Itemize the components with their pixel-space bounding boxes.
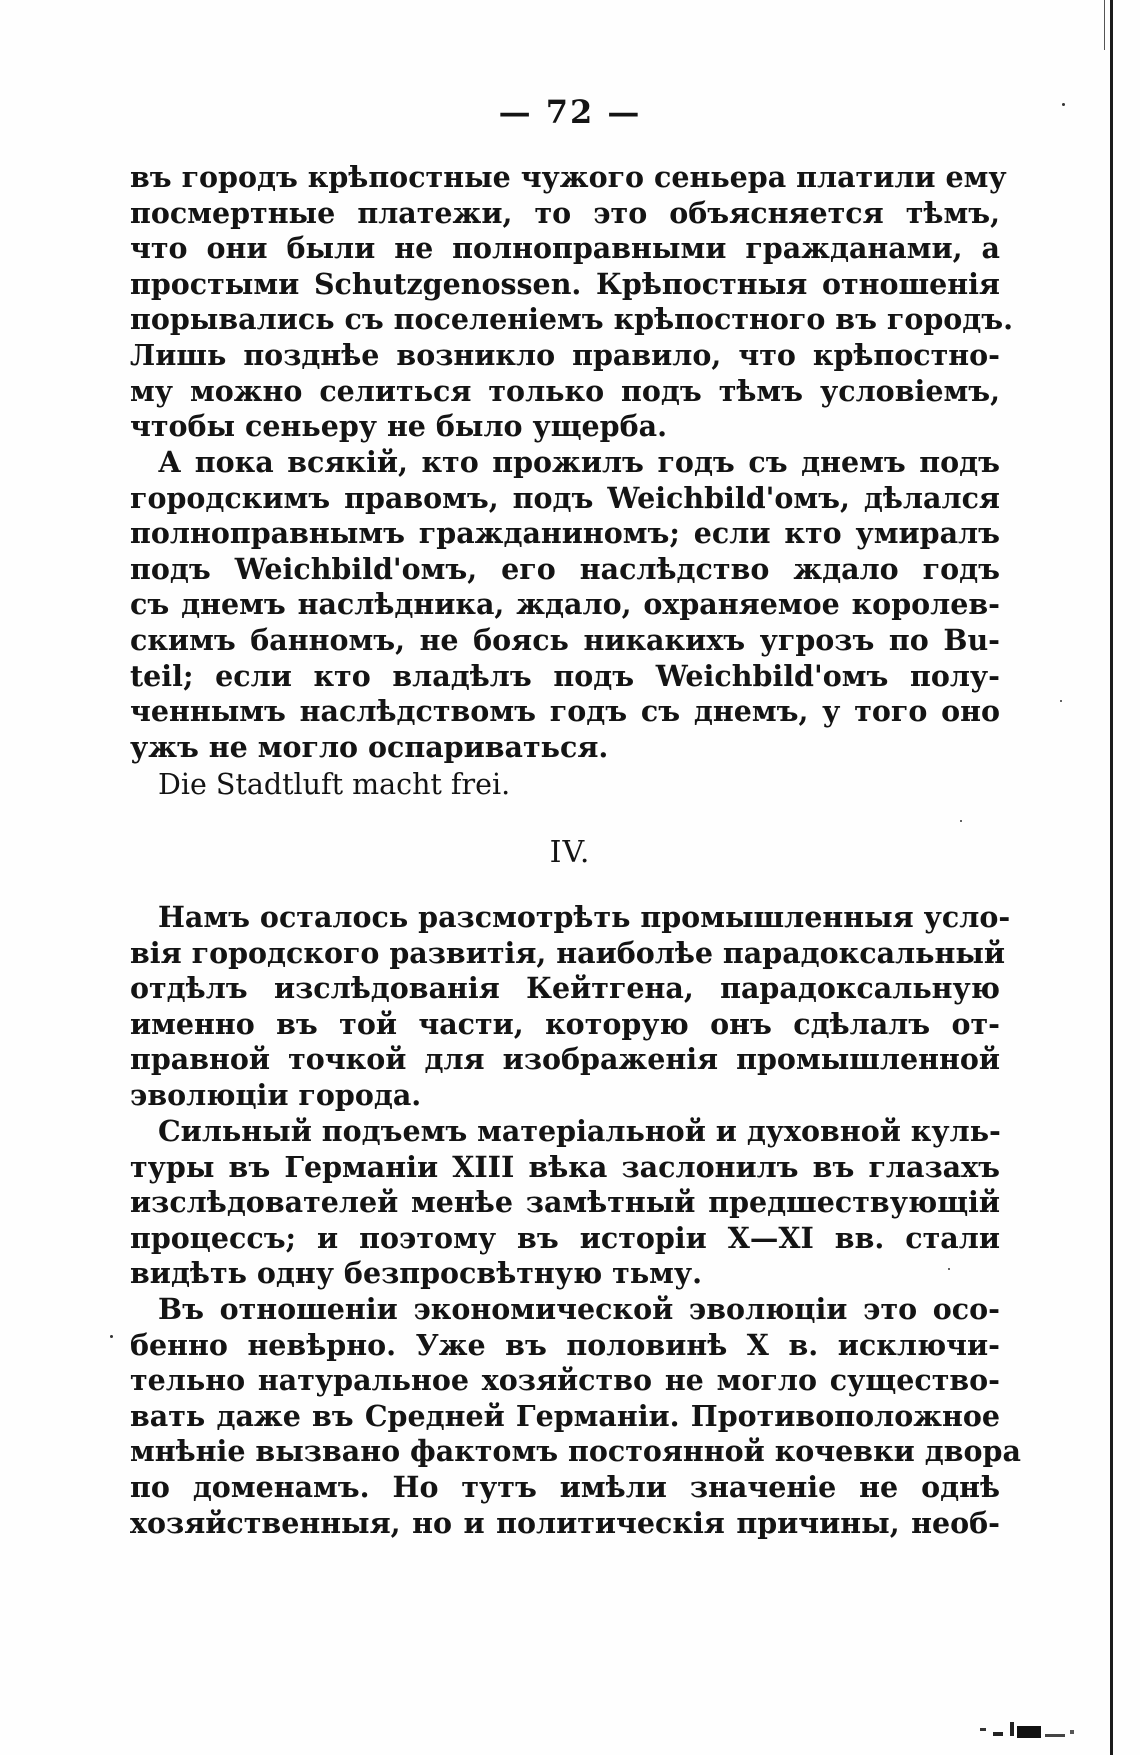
text-line: Намъ осталось разсмотрѣть промышленныя усло- [158,900,1011,934]
scan-speck [948,1268,950,1270]
text-line: Сильный подъемъ матеріальной и духовной куль- [158,1114,1001,1148]
text-line: ченнымъ наслѣдствомъ годъ съ днемъ, у того оно [130,694,1000,729]
text-line: teil; если кто владѣлъ подъ Weichbild'омъ полу- [130,658,1000,693]
text-line: полноправнымъ гражданиномъ; если кто умиралъ [130,516,1000,551]
text-line: скимъ банномъ, не боясь никакихъ угрозъ по Bu- [130,622,1000,657]
text-line: городскимъ правомъ, подъ Weichbild'омъ, дѣлался [130,480,1000,515]
text-line: Лишь позднѣе возникло правило, что крѣпостно- [130,337,1000,372]
paragraph-5 [130,1114,1000,1292]
paragraph-3 [130,767,1000,803]
text-line: мнѣніе вызвано фактомъ постоянной кочевки двора [130,1434,1021,1469]
text-line: именно въ той части, которую онъ сдѣлалъ от- [130,1006,1000,1041]
scan-speck [960,820,962,822]
text-line: Въ отношеніи экономической эволюціи это осо- [158,1292,1000,1326]
text-line: вія городского развитія, наиболѣе парадоксальный [130,935,1006,970]
text-line: му можно селиться только подъ тѣмъ условіемъ, [130,373,1000,408]
text-line: эволюціи города. [130,1077,422,1112]
text-line: тельно натуральное хозяйство не могло существо- [130,1363,1000,1398]
scan-artifact-mark [975,1716,1085,1742]
paragraph-1 [130,160,1014,445]
paragraph-2 [130,445,1000,765]
text-line: вать даже въ Средней Германіи. Противоположное [130,1398,1000,1433]
scan-speck [1060,700,1062,702]
paragraph-4 [130,900,1011,1114]
text-line: съ днемъ наслѣдника, ждало, охраняемое королев- [130,587,1000,622]
text-line: чтобы сеньеру не было ущерба. [130,409,668,444]
text-line: правной точкой для изображенія промышленной [130,1042,1000,1077]
scan-edge-line [1110,0,1113,1755]
section-heading: IV. [549,835,591,870]
text-line: изслѣдователей менѣе замѣтный предшествующій [130,1185,1000,1220]
page-number: — 72 — [498,93,642,131]
paragraph-6 [130,1292,1021,1541]
text-line: бенно невѣрно. Уже въ половинѣ X в. исключи- [130,1327,1000,1362]
text-line: А пока всякій, кто прожилъ годъ съ днемъ подъ [158,445,1000,479]
text-line: видѣть одну безпросвѣтную тьму. [130,1256,703,1291]
scan-speck [110,1335,113,1338]
scan-speck [1062,103,1065,106]
text-line: процессъ; и поэтому въ исторіи X—XI вв. стали [130,1220,1000,1255]
text-line: порывались съ поселеніемъ крѣпостного въ городъ. [130,302,1014,337]
text-line: подъ Weichbild'омъ, его наслѣдство ждало годъ [130,551,1000,586]
text-line: что они были не полноправными гражданами, а [130,231,1000,266]
text-line: Die Stadtluft macht frei. [158,768,511,801]
text-line: туры въ Германіи XIII вѣка заслонилъ въ глазахъ [130,1149,1000,1184]
text-line: въ городъ крѣпостные чужого сеньера платили ему [130,160,1007,194]
text-line: по доменамъ. Но тутъ имѣли значеніе не однѣ [130,1469,1000,1504]
text-line: хозяйственныя, но и политическія причины, необ- [130,1505,1000,1540]
text-line: посмертные платежи, то это объясняется тѣмъ, [130,195,1000,230]
text-line: ужъ не могло оспариваться. [130,729,609,764]
scan-edge-mark [1104,0,1105,50]
text-line: простыми Schutzgenossen. Крѣпостныя отношенія [130,266,1000,301]
text-line: отдѣлъ изслѣдованія Кейтгена, парадоксальную [130,971,1000,1006]
